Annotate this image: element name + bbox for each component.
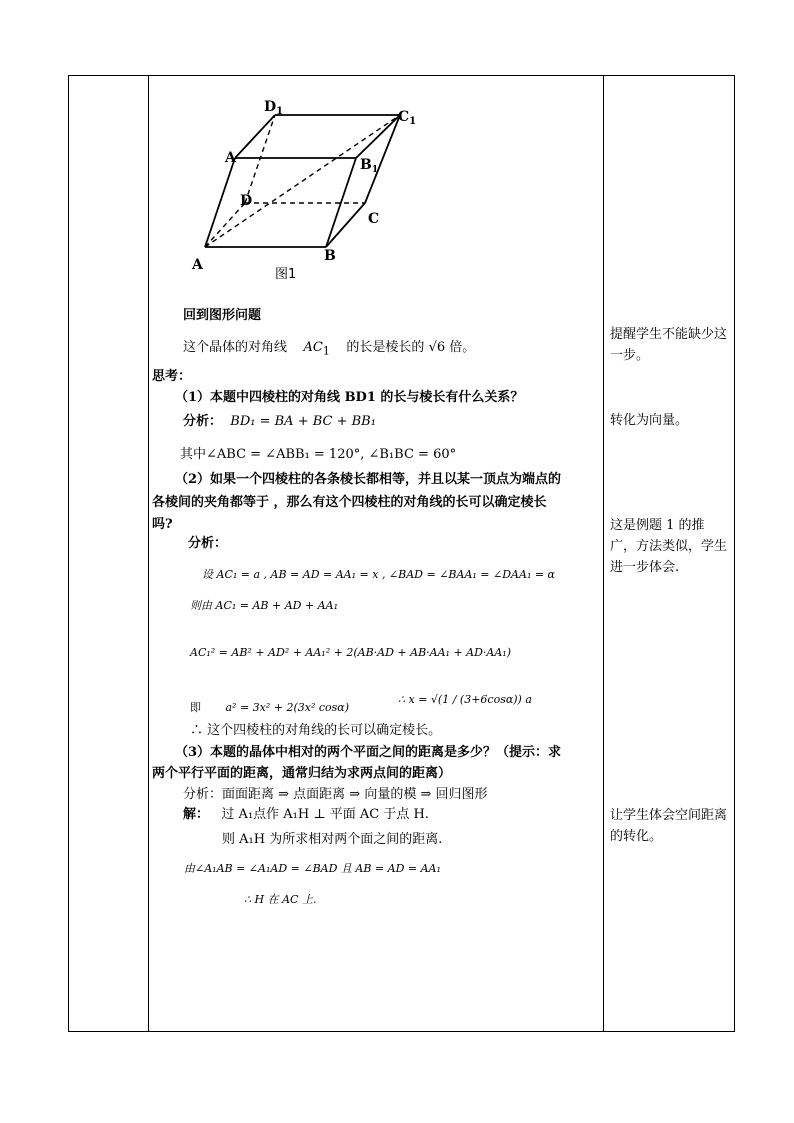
question-3-line-1: （3）本题的晶体中相对的两个平面之间的距离是多少？（提示：求 <box>175 745 562 760</box>
sidebar-note-2: 转化为向量。 <box>610 413 689 428</box>
label-d1: $D_1$ <box>264 99 284 117</box>
sidebar-note-4: 让学生体会空间距离的转化。 <box>610 808 728 844</box>
q1-analysis: 分析： BD₁ = BA + BC + BB₁ <box>183 414 376 429</box>
parallelepiped-figure <box>180 95 420 285</box>
q3-by: 由∠A₁AB = ∠A₁AD = ∠BAD 且 AB = AD = AA₁ <box>184 862 441 875</box>
label-b: B <box>324 248 336 264</box>
label-a: A <box>192 257 203 273</box>
figure-caption: 图1 <box>275 267 297 282</box>
label-c1: $C_1$ <box>398 109 417 127</box>
q3-then: 则 A₁H 为所求相对两个面之间的距离. <box>222 832 443 847</box>
q3-analysis: 分析：面面距离 ⇒ 点面距离 ⇒ 向量的模 ⇒ 回归图形 <box>183 787 488 802</box>
q2-conclusion: ∴ 这个四棱柱的对角线的长可以确定棱长。 <box>190 723 442 738</box>
question-3-line-2: 两个平行平面的距离，通常归结为求两点间的距离） <box>152 766 452 781</box>
q2-x-formula: ∴ x = √(1 / (3+6cosα)) a <box>398 693 532 706</box>
edge-b1c1 <box>356 115 400 158</box>
q3-h-on-ac: ∴ H 在 AC 上. <box>244 893 317 906</box>
edge-dd1-hidden <box>245 115 275 203</box>
edge-aa1 <box>205 158 235 247</box>
diagonal-statement: 这个晶体的对角线 $AC_1$ 的长是棱长的 √6 倍。 <box>183 340 476 358</box>
q1-angles: 其中∠ABC = ∠ABB₁ = 120°, ∠B₁BC = 60° <box>180 447 457 462</box>
diagonal-ac1-hidden <box>205 115 400 247</box>
question-1: （1）本题中四棱柱的对角线 BD1 的长与棱长有什么关系？ <box>175 390 524 405</box>
label-d: D <box>240 193 253 209</box>
label-c: C <box>368 211 380 227</box>
think-label: 思考： <box>152 369 192 384</box>
q2-square-expansion: AC₁² = AB² + AD² + AA₁² + 2(AB·AD + AB·AA₁ + AD·AA₁) <box>190 646 512 659</box>
column-divider-2 <box>603 76 604 1031</box>
sidebar-note-3: 这是例题 1 的推广，方法类似，学生进一步体会. <box>610 518 728 575</box>
q2-vector-sum: 则由 AC₁ = AB + AD + AA₁ <box>190 599 338 612</box>
question-2-line-1: （2）如果一个四棱柱的各条棱长都相等，并且以某一顶点为端点的 <box>175 472 562 487</box>
column-divider-1 <box>148 76 149 1031</box>
edge-a1d1 <box>235 115 275 158</box>
question-2-line-3: 吗? <box>152 517 173 532</box>
edge-ad-hidden <box>205 203 245 247</box>
q2-ie: 即 a² = 3x² + 2(3x² cosα) <box>190 701 350 714</box>
label-a1: A <box>225 150 236 166</box>
q3-solution: 解： 过 A₁点作 A₁H ⊥ 平面 AC 于点 H. <box>183 807 429 822</box>
label-b1: $B_1$ <box>360 157 379 175</box>
q2-analysis-label: 分析： <box>188 536 228 551</box>
q2-setup: 设 AC₁ = a , AB = AD = AA₁ = x , ∠BAD = ∠BAA₁ = ∠DAA₁ = α <box>202 568 555 581</box>
question-2-line-2: 各棱间的夹角都等于 ，那么有这个四棱柱的对角线的长可以确定棱长 <box>152 495 547 510</box>
back-to-figure-heading: 回到图形问题 <box>183 308 262 323</box>
sidebar-note-1: 提醒学生不能缺少这一步。 <box>610 327 728 363</box>
edge-bc <box>326 203 365 247</box>
